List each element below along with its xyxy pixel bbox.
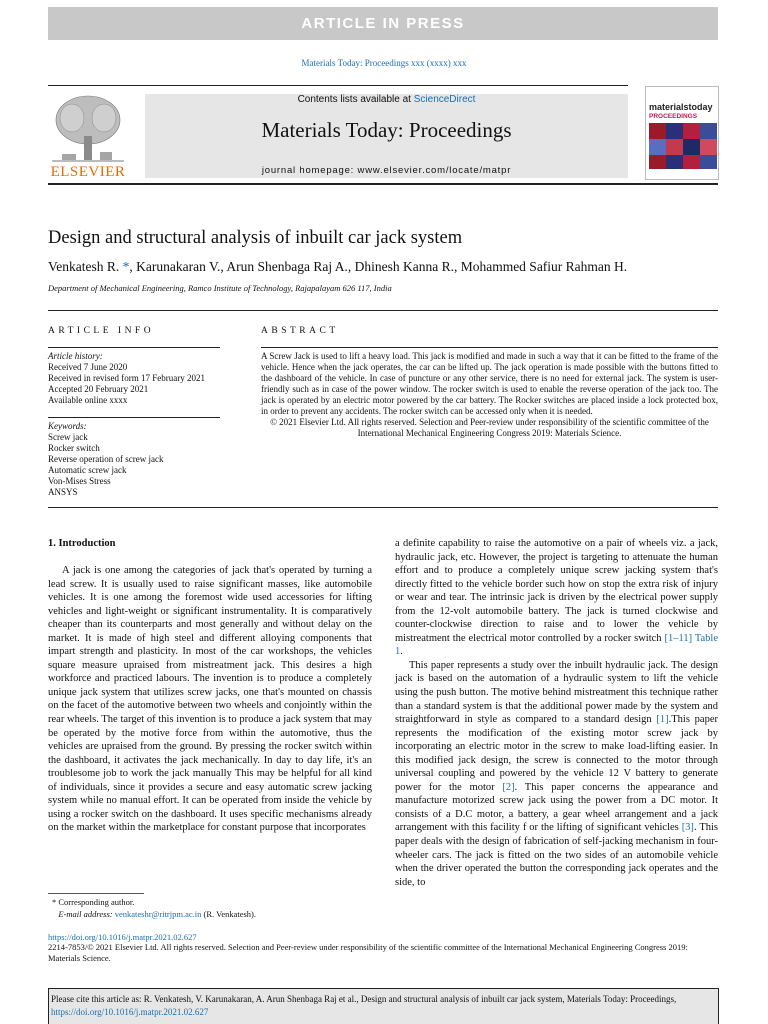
article-info-rule — [48, 347, 220, 348]
first-author: Venkatesh R. — [48, 259, 123, 274]
abstract-copyright: © 2021 Elsevier Ltd. All rights reserved. Selection and Peer-review under responsibility of the scientific committee of the International Mechanical Engineering Congress 2019: Materials Science. — [270, 417, 709, 438]
keyword: Reverse operation of screw jack — [48, 454, 164, 464]
corresponding-author-footnote — [52, 897, 256, 920]
paragraph-text: .This paper represents the modification of the existing motor screw jack by incorporating an electric motor in the screw to make load-lifting easier. In this modified jack design, the screw is connected to the motor through universal coupling and powered by the vehicle 12 V battery to generate power for the motor — [395, 714, 718, 793]
abstract-rule — [261, 347, 718, 348]
history-item: Available online xxxx — [48, 395, 128, 405]
keyword: Rocker switch — [48, 443, 100, 453]
article-info-heading: ARTICLE INFO — [48, 326, 155, 336]
contents-available-line — [145, 94, 628, 105]
sciencedirect-link[interactable]: ScienceDirect — [413, 94, 476, 105]
history-label: Article history: — [48, 351, 103, 361]
history-item: Received 7 June 2020 — [48, 362, 128, 372]
keyword: Automatic screw jack — [48, 465, 127, 475]
cover-image — [649, 139, 717, 155]
elsevier-wordmark: ELSEVIER — [50, 164, 126, 180]
article-in-press-banner: ARTICLE IN PRESS — [48, 7, 718, 40]
journal-homepage: journal homepage: www.elsevier.com/locate/matpr — [261, 165, 512, 176]
footnote-line — [52, 897, 256, 909]
keyword: ANSYS — [48, 487, 78, 497]
paragraph-text: This paper represents a study over the inbuilt hydraulic jack. The design jack is based on the automation of a hydraulic system to lift the vehicle using the push button. The motive behind mistreatment this technique rather than a standard system is that the additional power made by the system and straightforward in style as compared to a standard design — [395, 659, 718, 726]
journal-cover-thumbnail[interactable] — [645, 86, 719, 180]
citation-box — [48, 988, 719, 1024]
footnote-mark: * — [52, 897, 57, 907]
doi-link[interactable]: https://doi.org/10.1016/j.matpr.2021.02.627 — [48, 932, 197, 942]
abstract-text: A Screw Jack is used to lift a heavy load. This jack is modified and made in such a way that it can be fitted to the frame of the vehicle. Hence when the jack operates, the car can be lifted up. The jack operation is made possible with the buttons fitted to the dashboard of the vehicle. In case of puncture or any other service, there is no need for external jack. The system is user-friendly such as in case of the power window. The rocker switch is used to enable the reverse operation of the jack too. The jack is operated by an electric motor powered by the car battery. The Rocker switches are placed inside a lock protected box, in order to prevent any accidents. The rocker switch can be accessed only when it is needed. — [261, 351, 718, 416]
other-authors: , Karunakaran V., Arun Shenbaga Raj A., Dhinesh Kanna R., Mohammed Safiur Rahman H. — [129, 259, 628, 274]
email-owner: (R. Venkatesh). — [201, 908, 257, 919]
keywords-label: Keywords: — [48, 421, 87, 431]
citation-link[interactable]: [2] — [502, 781, 515, 793]
keyword: Von-Mises Stress — [48, 476, 111, 486]
email-link[interactable]: venkateshr@ritrjpm.ac.in — [114, 908, 202, 919]
cover-title-part: materials — [649, 102, 689, 112]
journal-reference-link[interactable]: Materials Today: Proceedings xxx (xxxx) xxx — [301, 58, 467, 68]
body-paragraph — [395, 659, 718, 889]
footnote-line — [52, 909, 256, 921]
right-column — [395, 537, 718, 889]
paper-title: Design and structural analysis of inbuilt car jack system — [48, 228, 463, 248]
author-list — [48, 259, 627, 275]
history-item: Received in revised form 17 February 2021 — [48, 373, 205, 383]
issn-copyright-line: 2214-7853/© 2021 Elsevier Ltd. All rights reserved. Selection and Peer-review under responsibility of the scientific committee of the International Mechanical Engineering Congress 2019: Materials Science. — [48, 942, 688, 963]
left-column-paragraph: A jack is one among the categories of jack that's operated by turning a lead screw. It is usually used to raise significant masses, like automobile vehicles. It is one among the foremost wide used accessories for lifting vehicles and light-weight or significant instrumentality. It is comparatively cheaper than its counterparts and most generally and without delay on the market. It is made of high steel and different alloying components that impart strength and plasticity. In most of the car workshops, the vehicles square measure upraised from mistreatment jack. This desires a high workforce and practiced labours. The invention is to produce a completely unique jack system that utilizes screw jacks, one that's mounted on chassis on the facet of the automotive between two wheels and conjointly within the rear wheels. The target of this invention is to produce a jack system that may be operated by the motive force from within the automotive, thus the vehicles are upraised from the ground. By pressing the rocker switch within the dashboard, it activates the jack mechanically. In day to day life, it's an troublesome job to work the jack manually This may be helpful for all kind of individuals, since it provides a secure and easy automatic screw jacking system while no manual effort. It can be operated from inside the vehicle by using a rocker switch on the dashboard. It uses specific mechanisms already on the market within the marketplace for constant purpose that incorporates — [48, 565, 372, 834]
affiliation-rule — [48, 310, 718, 311]
paragraph-text: a definite capability to raise the automotive on a pair of wheels viz. a jack, hydraulic jack, etc. However, the project is targeting to attenuate the human effort and to produce a completely unique screw jacking system that's directly fitted to the vehicle border such how on stop the extra risk of injury or wear and tear. The intrinsic jack is driven by the electrical power supply from the 12-volt automobile battery. The jack is turned clockwise and counter-clockwise direction to raise and to lower the vehicle by mistreatment the electrical motor controlled by a rocker switch — [395, 538, 718, 644]
paragraph-text: . This paper concerns the appearance and manufacture motorized screw jack using the power from a DC motor. It consists of a D.C motor, a battery, a gear wheel arrangement and a jack arrangement with this facility f or the lifting of significant vehicles — [395, 781, 718, 834]
paragraph-text: . — [400, 646, 403, 658]
abstract-bottom-rule — [48, 507, 718, 508]
journal-title: Materials Today: Proceedings — [261, 118, 512, 142]
history-item: Accepted 20 February 2021 — [48, 384, 149, 394]
section-heading-introduction: 1. Introduction — [48, 538, 116, 549]
citation-link[interactable]: [1] — [656, 714, 669, 726]
keywords-rule — [48, 417, 220, 418]
body-paragraph — [395, 537, 718, 659]
header-divider — [48, 85, 628, 86]
cover-subtitle: PROCEEDINGS — [649, 113, 698, 120]
paragraph-text: . This paper deals with the design of fabrication of self-jacking mechanism in four-wheeler cars. The jack is fitted on the two sides of an automobile vehicle when the driver operated the button the corresponding jack operates and the side, to — [395, 822, 718, 888]
article-history — [48, 351, 220, 406]
keyword: Screw jack — [48, 432, 88, 442]
citation-text: Please cite this article as: R. Venkatesh, V. Karunakaran, A. Arun Shenbaga Raj et al., Design and structural analysis of inbuilt car jack system, Materials Today: Proceedings, — [51, 994, 677, 1004]
affiliation: Department of Mechanical Engineering, Ramco Institute of Technology, Rajapalayam 626 117, India — [48, 283, 392, 293]
corresponding-author-mark[interactable]: * — [122, 259, 130, 274]
citation-link[interactable]: [1–11] Table 1 — [395, 632, 718, 658]
abstract-heading: ABSTRACT — [261, 326, 339, 336]
abstract-body — [261, 351, 718, 439]
citation-link[interactable]: [3] — [681, 822, 694, 834]
footnote-text: Corresponding author. — [56, 897, 135, 907]
contents-prefix: Contents lists available at — [297, 94, 414, 105]
footnote-rule — [48, 893, 144, 894]
keywords — [48, 421, 220, 498]
cover-title — [649, 103, 713, 112]
cover-title-part: today — [688, 102, 713, 112]
email-label: E-mail address: — [58, 908, 113, 919]
citation-doi-link[interactable]: https://doi.org/10.1016/j.matpr.2021.02.627 — [51, 1007, 209, 1017]
header-bottom-rule — [48, 183, 718, 185]
